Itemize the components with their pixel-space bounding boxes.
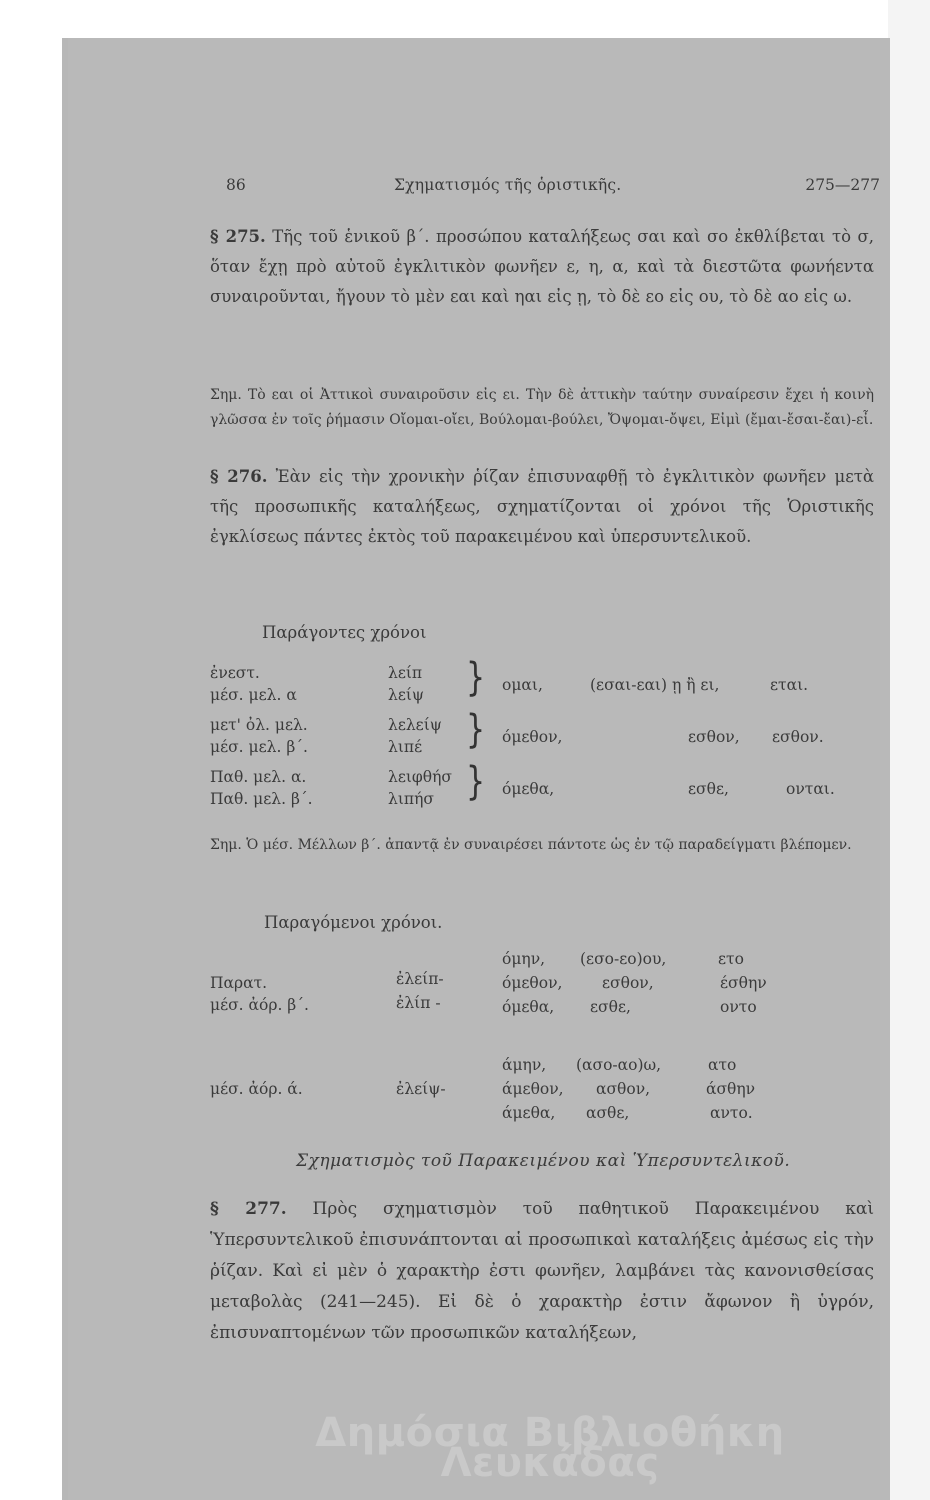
scanned-page-frame <box>62 38 890 1500</box>
ending: οντο <box>720 998 757 1016</box>
ending: όμεθα, <box>502 780 555 798</box>
paragraph-text: Πρὸς σχηματισμὸν τοῦ παθητικοῦ Παρακειμένου καὶ Ὑπερσυντελικοῦ ἐπισυνάπτονται αἱ προσωπικαὶ καταλήξεις ἀμέσως εἰς τὴν ῥίζαν. Καὶ εἰ μὲν ὁ χαρακτὴρ ἐστι φωνῆεν, λαμβάνει τὰς κανονισθείσας μεταβολὰς (241—245). Εἰ δὲ ὁ χαρακτὴρ ἐστιν ἄφωνον ἢ ὑγρόν, ἐπισυναπτομένων τῶν προσωπικῶν καταλήξεων, <box>210 1199 874 1343</box>
brace: } <box>466 759 486 806</box>
ending: ασθε, <box>586 1104 630 1122</box>
ending: εσθον, <box>602 974 654 992</box>
brace: } <box>466 707 486 754</box>
ending: εσθε, <box>590 998 631 1016</box>
book-page <box>68 38 890 1500</box>
brace: } <box>466 655 486 702</box>
stem: λιπήσ <box>388 790 434 808</box>
tense-label: μετ' ὀλ. μελ. <box>210 716 308 734</box>
stem: λιπέ <box>388 738 423 756</box>
section-range: 275—277 <box>805 176 880 194</box>
ending: (εσο-εο)ου, <box>580 950 667 968</box>
ending: όμεθα, <box>502 998 555 1016</box>
tense-label: Παθ. μελ. α. <box>210 768 307 786</box>
ending: άμεθον, <box>502 1080 564 1098</box>
stem: λείπ <box>388 664 423 682</box>
stem: λειφθήσ <box>388 768 452 786</box>
conjugation-table-primary <box>210 655 880 828</box>
tense-label: ἐνεστ. <box>210 664 260 682</box>
ending: όμεθον, <box>502 728 563 746</box>
ending: άσθην <box>706 1080 756 1098</box>
library-watermark: Δημόσια Βιβλιοθήκη Λευκάδας <box>315 1410 785 1486</box>
tense-label: μέσ. ἀόρ. ά. <box>210 1080 303 1098</box>
section-number: § 277. <box>210 1199 287 1219</box>
ending: άμεθα, <box>502 1104 556 1122</box>
stem: ἐλίπ - <box>396 994 441 1012</box>
ending: όμεθον, <box>502 974 563 992</box>
note-text: Σημ. Τὸ εαι οἱ Ἀττικοὶ συναιροῦσιν εἰς ει. Τὴν δὲ ἀττικὴν ταύτην συναίρεσιν ἔχει ἡ κοινὴ γλῶσσα ἐν τοῖς ῥήμασιν Οἴομαι-οἴει, Βούλομαι-βούλει, Ὄψομαι-ὄψει, Εἰμὶ (ἔμαι-ἔσαι-ἔαι)-εἶ. <box>210 387 874 428</box>
ending: (ασο-αο)ω, <box>576 1056 662 1074</box>
section-heading: Σχηματισμὸς τοῦ Παρακειμένου καὶ Ὑπερσυντελικοῦ. <box>296 1151 791 1171</box>
note-275 <box>210 383 874 433</box>
stem: λείψ <box>388 686 425 704</box>
note-276 <box>210 833 874 858</box>
ending: ασθον, <box>596 1080 651 1098</box>
ending: άμην, <box>502 1056 547 1074</box>
table-title: Παράγοντες χρόνοι <box>262 623 427 642</box>
running-title: Σχηματισμός τῆς ὁριστικῆς. <box>394 176 622 194</box>
ending: έσθην <box>720 974 767 992</box>
ending: όμην, <box>502 950 546 968</box>
note-text: Σημ. Ὁ μέσ. Μέλλων β΄. ἀπαντᾷ ἐν συναιρέσει πάντοτε ὡς ἐν τῷ παραδείγματι βλέπομεν. <box>210 837 852 853</box>
ending: αντο. <box>710 1104 753 1122</box>
section-number: § 275. <box>210 227 266 246</box>
section-number: § 276. <box>210 467 268 486</box>
paragraph-text: Τῆς τοῦ ἑνικοῦ β΄. προσώπου καταλήξεως σαι καὶ σο ἐκθλίβεται τὸ σ, ὅταν ἔχῃ πρὸ αὐτοῦ ἐγκλιτικὸν φωνῆεν ε, η, α, καὶ τὰ διεστῶτα φωνήεντα συναιροῦνται, ἤγουν τὸ μὲν εαι καὶ ηαι εἰς ῃ, τὸ δὲ εο εἰς ου, τὸ δὲ αο εἰς ω. <box>210 227 874 306</box>
tense-label: μέσ. ἀόρ. β΄. <box>210 996 309 1014</box>
ending: εσθον, <box>688 728 740 746</box>
stem: ἐλείπ- <box>396 970 444 988</box>
tense-label: Παθ. μελ. β΄. <box>210 790 313 808</box>
paragraph-277 <box>210 1194 874 1349</box>
ending: εσθε, <box>688 780 729 798</box>
stem: λελείψ <box>388 716 442 734</box>
ending: (εσαι-εαι) ῃ ἢ ει, <box>590 676 720 694</box>
tense-label: μέσ. μελ. β΄. <box>210 738 308 756</box>
tense-label: Παρατ. <box>210 974 268 992</box>
ending: ομαι, <box>502 676 543 694</box>
tense-label: μέσ. μελ. α <box>210 686 297 704</box>
ending: ονται. <box>786 780 835 798</box>
stem: ἐλείψ- <box>396 1080 446 1098</box>
ending: ετο <box>718 950 744 968</box>
outer-background <box>888 0 930 1500</box>
conjugation-table-derived <box>210 944 880 1134</box>
table-title: Παραγόμενοι χρόνοι. <box>264 913 443 932</box>
page-number: 86 <box>226 176 246 194</box>
paragraph-276 <box>210 462 874 552</box>
ending: εσθον. <box>772 728 824 746</box>
ending: εται. <box>770 676 809 694</box>
paragraph-text: Ἐὰν εἰς τὴν χρονικὴν ῥίζαν ἐπισυναφθῇ τὸ ἐγκλιτικὸν φωνῆεν μετὰ τῆς προσωπικῆς καταλήξεως, σχηματίζονται οἱ χρόνοι τῆς Ὁριστικῆς ἐγκλίσεως πάντες ἐκτὸς τοῦ παρακειμένου καὶ ὑπερσυντελικοῦ. <box>210 467 875 546</box>
paragraph-275 <box>210 222 874 312</box>
ending: ατο <box>708 1056 737 1074</box>
